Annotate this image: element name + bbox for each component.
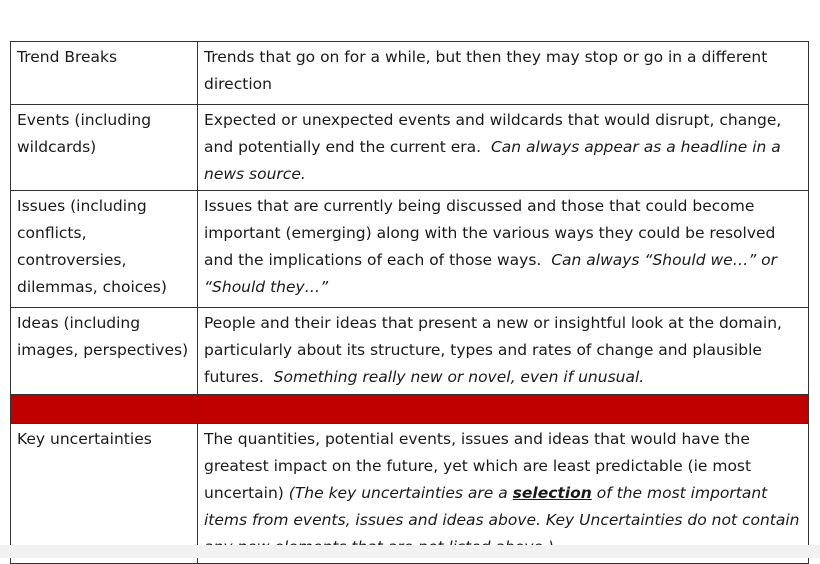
- term-cell: [11, 424, 198, 564]
- separator-cell: [11, 395, 198, 424]
- definition-cell: [198, 424, 809, 564]
- definition-italic-text: (The key uncertainties are a: [288, 484, 508, 502]
- term-cell: [11, 308, 198, 395]
- definition-text: Expected or unexpected events and wildcards that would disrupt, change, and potentially end the current era.: [204, 111, 782, 156]
- term-text: Events (including wildcards): [17, 111, 152, 156]
- definition-text: Trends that go on for a while, but then they may stop or go in a different direction: [204, 48, 768, 93]
- definition-italic-text: Something really new or novel, even if unusual.: [273, 368, 645, 386]
- definition-italic-text: Can always “Should we…” or “Should they…”: [204, 251, 778, 296]
- definition-italic-text: Can always appear as a headline in a news source.: [204, 138, 781, 183]
- definition-cell: [198, 191, 809, 308]
- term-text: Ideas (including images, perspectives): [17, 314, 189, 359]
- definition-text: Issues that are currently being discussed and those that could become important (emerging) along with the various ways they could be resolved and the implications of each of those ways.: [204, 197, 776, 269]
- definition-italic-text: of the most important items from events, issues and ideas above. Key Uncertainties do not contain: [204, 484, 800, 529]
- term-text: Trend Breaks: [17, 48, 118, 66]
- term-text: Key uncertainties: [17, 430, 152, 448]
- definition-cell: [198, 105, 809, 191]
- term-cell: [11, 191, 198, 308]
- definition-cell: [198, 308, 809, 395]
- term-cell: [11, 105, 198, 191]
- term-cell: [11, 42, 198, 105]
- definition-cell: [198, 42, 809, 105]
- table-row: [11, 424, 809, 564]
- bottom-band: [0, 545, 820, 558]
- definition-text: The quantities, potential events, issues and ideas that would have the greatest impact on the future, yet which are least predictable (ie most uncertain): [204, 430, 752, 502]
- table-row: [11, 105, 809, 191]
- definition-text: People and their ideas that present a new or insightful look at the domain, particularly about its structure, types and rates of change and plausible futures.: [204, 314, 782, 386]
- table-row: [11, 308, 809, 395]
- table-row: [11, 42, 809, 105]
- emphasized-word: selection: [512, 484, 592, 502]
- separator-cell: [198, 395, 809, 424]
- separator-row: [11, 395, 809, 424]
- table-row: [11, 191, 809, 308]
- definitions-table: [10, 41, 809, 564]
- term-text: Issues (including conflicts, controversies, dilemmas, choices): [17, 197, 167, 296]
